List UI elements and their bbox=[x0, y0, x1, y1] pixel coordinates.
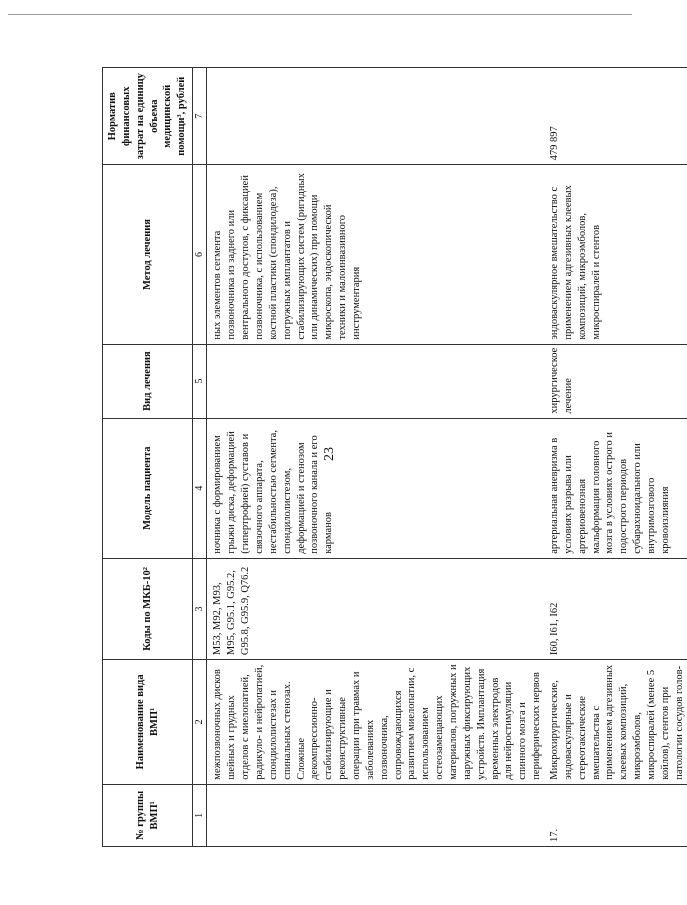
cell-method: ных элементов сегмента позвоночника из заднего или вентрального доступов, с фиксацией позвоночника, с использованием костной пластики (спондилодеза), погружных имплантатов и стабилизирующих систем (ригидных или динамических) при помощи микроскопа, эндоскопической техники и малоинвазивного инструментария bbox=[207, 165, 544, 344]
cell-cost bbox=[207, 68, 544, 165]
cell-group bbox=[207, 784, 544, 846]
header-codes: Коды по МКБ-10² bbox=[103, 558, 193, 659]
rotated-table-container bbox=[102, 67, 685, 847]
column-number: 6 bbox=[193, 165, 207, 344]
header-patient-model: Модель пациента bbox=[103, 418, 193, 558]
header-name: Наименование вида ВМП¹ bbox=[103, 660, 193, 785]
cell-cost: 479 897 bbox=[544, 68, 687, 165]
column-number: 7 bbox=[193, 68, 207, 165]
cell-patient-model: артериальная аневризма в условиях разрыва или артериовенозная мальформация головного мозга в условиях острого и подострого периодов субарахноидального или внутримозгового кровоизлияния bbox=[544, 418, 687, 558]
table-row bbox=[544, 68, 687, 847]
header-group: № группы ВМП¹ bbox=[103, 784, 193, 846]
column-number: 4 bbox=[193, 418, 207, 558]
header-cost: Норматив финансовых затрат на единицу объема медицинской помощи³, рублей bbox=[103, 68, 193, 165]
header-treatment-type: Вид лечения bbox=[103, 344, 193, 418]
cell-name: Микрохирургические, эндоваскулярные и стереотаксические вмешательства с применением адгезивных клеевых композиций, микроэмболов, микроспиралей (менее 5 койлов), стентов при патологии сосудов голов- bbox=[544, 660, 687, 785]
top-rule bbox=[8, 14, 632, 15]
cell-codes: M53, M92, M93, M95, G95.1, G95.2, G95.8, G95.9, Q76.2 bbox=[207, 558, 544, 659]
cell-patient-model: ночника с формированием грыжи диска, деформацией (гипертрофией) суставов и связочного аппарата, нестабильностью сегмента, спондилолистезом, деформацией и стенозом позвоночного канала и его карманов bbox=[207, 418, 544, 558]
column-number: 5 bbox=[193, 344, 207, 418]
vmp-table bbox=[102, 67, 687, 847]
header-row bbox=[103, 68, 193, 847]
table-row bbox=[207, 68, 544, 847]
cell-treatment-type bbox=[207, 344, 544, 418]
cell-treatment-type: хирургическое лечение bbox=[544, 344, 687, 418]
column-numbers-row bbox=[193, 68, 207, 847]
column-number: 2 bbox=[193, 660, 207, 785]
column-number: 1 bbox=[193, 784, 207, 846]
cell-method: эндоваскулярное вмешательство с применением адгезивных клеевых композиций, микроэмболов, микроспиралей и стентов bbox=[544, 165, 687, 344]
column-number: 3 bbox=[193, 558, 207, 659]
page-number: 23 bbox=[322, 447, 337, 461]
cell-codes: I60, I61, I62 bbox=[544, 558, 687, 659]
cell-group: 17. bbox=[544, 784, 687, 846]
cell-name: межпозвоночных дисков шейных и грудных отделов с миелопатией, радикуло- и нейропатией, спондилолистезах и спинальных стенозах. Сложные декомпрессионно-стабилизирующие и реконструктивные операции при травмах и заболеваниях позвоночника, сопровождающихся развитием миелопатии, с использованием остеозамещающих материалов, погружных и наружных фиксирующих устройств. Имплантация временных электродов для нейростимуляции спинного мозга и периферических нервов bbox=[207, 660, 544, 785]
header-method: Метод лечения bbox=[103, 165, 193, 344]
